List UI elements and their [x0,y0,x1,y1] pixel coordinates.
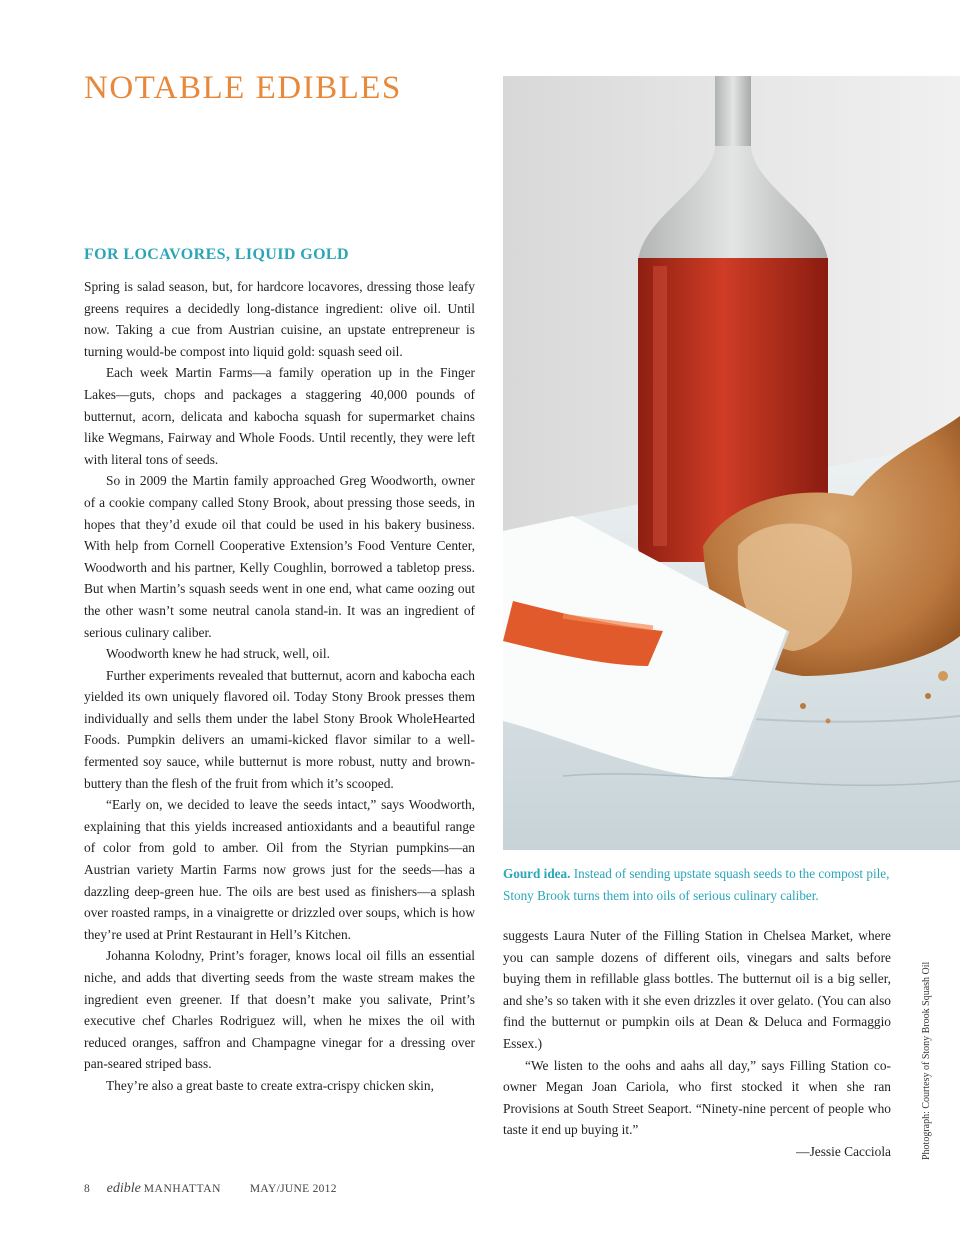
article-paragraph: So in 2009 the Martin family approached Greg Woodworth, owner of a cookie company called Stony Brook, about pressing those seeds, in hopes that they’d exude oil that could be used in his bakery business. With help from Cornell Cooperative Extension’s Food Venture Center, Woodworth and his partner, Kelly Coughlin, borrowed a tabletop press. But when Martin’s squash seeds went in one end, what came oozing out the other wasn’t some neutral canola stand-in. It was an ingredient of serious culinary caliber. [84,473,475,640]
article-body-left-column [84,276,475,1097]
article-paragraph: “Early on, we decided to leave the seeds intact,” says Woodworth, explaining that this yields increased antioxidants and a beautiful range of color from gold to amber. Oil from the Styrian pumpkins—an Austrian variety Martin Farms now grows just for the seeds—has a dazzling deep-green hue. The oils are best used as finishers—a splash over roasted ramps, in a vinaigrette or drizzled over soups, which is how they’re used at Print Restaurant in Hell’s Kitchen. [84,797,475,942]
article-paragraph: Spring is salad season, but, for hardcore locavores, dressing those leafy greens requires a decidedly long-distance ingredient: olive oil. Until now. Taking a cue from Austrian cuisine, an upstate entrepreneur is turning would-be compost into liquid gold: squash seed oil. [84,279,475,359]
article-paragraph: suggests Laura Nuter of the Filling Station in Chelsea Market, where you can sample dozens of different oils, vinegars and salts before buying them in refillable glass bottles. The butternut oil is a big seller, and she’s so taken with it she even drizzles it over gelato. (You can also find the butternut or pumpkin oils at Dean & Deluca and Formaggio Essex.) [503,928,891,1051]
photo-caption [503,863,903,906]
page-number: 8 [84,1183,90,1195]
magazine-logo-city: MANHATTAN [143,1183,222,1195]
article-paragraph: “We listen to the oohs and aahs all day,” says Filling Station co-owner Megan Joan Cariola, who first stocked it when she ran Provisions at South Street Seaport. “Ninety-nine percent of people who taste it end up buying it.” [503,1057,891,1138]
article-paragraph: Each week Martin Farms—a family operation up in the Finger Lakes—guts, chops and packages a staggering 40,000 pounds of butternut, acorn, delicata and kabocha squash for supermarket chains like Wegmans, Fairway and Whole Foods. Until recently, they were left with literal tons of seeds. [84,365,475,467]
photo-squash-oil-bottle [503,76,960,850]
photo-illustration [503,76,960,850]
page-footer [84,1181,337,1197]
magazine-logo-edible: edible [106,1181,141,1196]
article-body-right-column [503,925,891,1163]
caption-text: Instead of sending upstate squash seeds to the compost pile, Stony Brook turns them into oils of serious culinary caliber. [503,866,890,903]
caption-lead: Gourd idea. [503,866,571,881]
article-signature: —Jessie Cacciola [796,1143,891,1159]
article-paragraph: Johanna Kolodny, Print’s forager, knows local oil fills an essential niche, and adds that diverting seeds from the waste stream makes the ingredient even greener. If that doesn’t make you salivate, Print’s executive chef Charles Rodriguez will, when he mixes the oil with reduced oranges, saffron and Champagne vinegar for a dressing over pan-seared striped bass. [84,948,475,1072]
article-headline: FOR LOCAVORES, LIQUID GOLD [84,246,349,263]
article-paragraph: Further experiments revealed that butternut, acorn and kabocha each yielded its own uniquely flavored oil. Today Stony Brook presses them individually and sells them under the label Stony Brook WholeHearted Foods. Pumpkin delivers an umami-kicked flavor similar to a well-fermented soy sauce, while butternut is more robust, nutty and brown-buttery than the flesh of the fruit from which it’s scooped. [84,667,475,791]
photo-credit: Photograph: Courtesy of Stony Brook Squash Oil [921,961,932,1160]
article-paragraph: Woodworth knew he had struck, well, oil. [106,646,330,662]
article-paragraph: They’re also a great baste to create extra-crispy chicken skin, [106,1077,434,1093]
section-title: NOTABLE EDIBLES [84,70,402,106]
issue-date: MAY/JUNE 2012 [249,1183,337,1195]
